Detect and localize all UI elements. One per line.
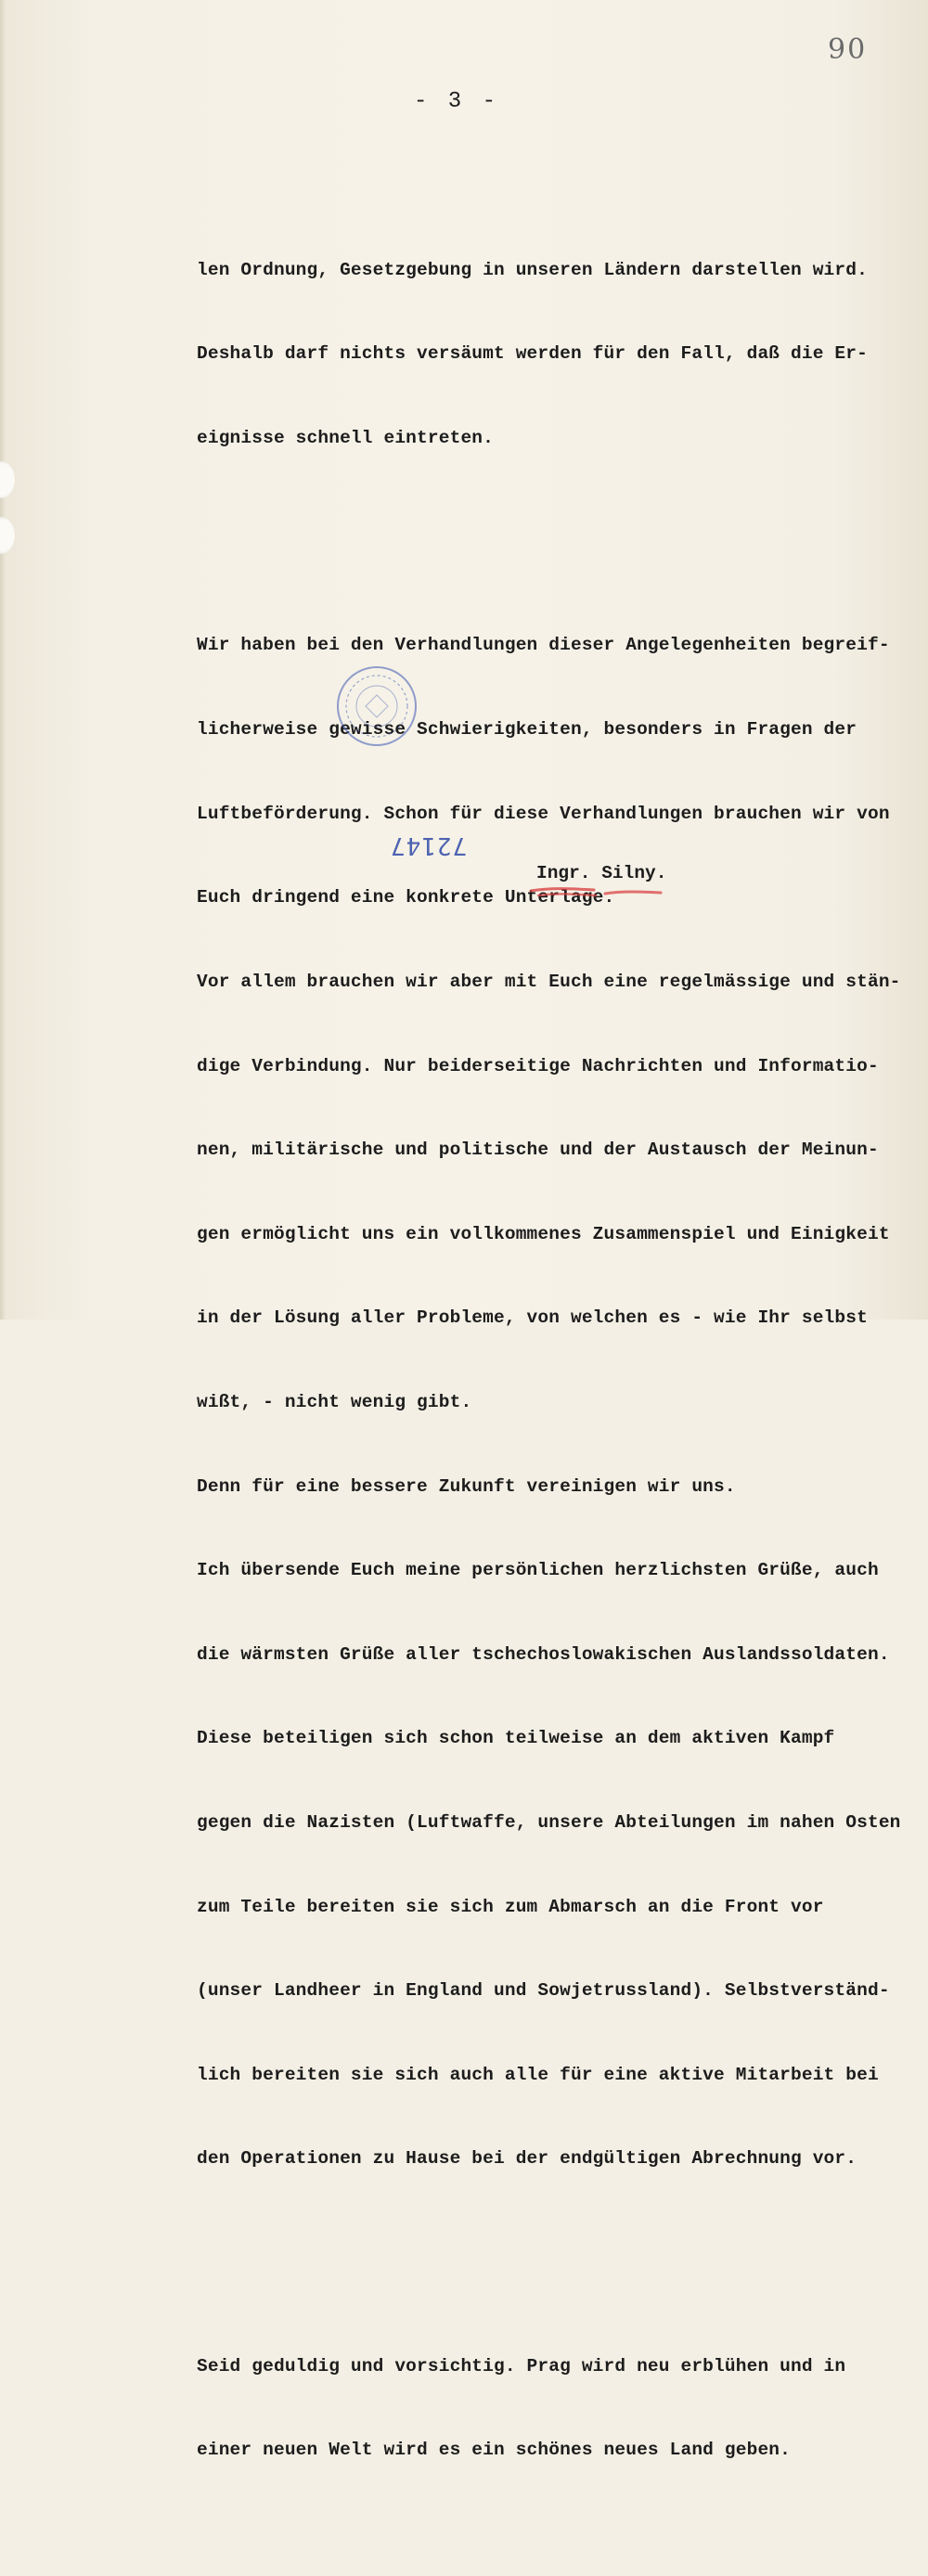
paragraph-3	[197, 2296, 926, 2520]
text-line: Ich übersende Euch meine persönlichen herzlichsten Grüße, auch	[197, 1560, 879, 1581]
text-line: (unser Landheer in England und Sowjetrussland). Selbstverständ-	[197, 1980, 890, 2002]
text-line: Diese beteiligen sich schon teilweise an dem aktiven Kampf	[197, 1728, 835, 1749]
text-line: Denn für eine bessere Zukunft vereinigen wir uns.	[197, 1475, 736, 1497]
page-number: - 3 -	[414, 89, 500, 114]
text-line: nen, militärische und politische und der Austausch der Meinun-	[197, 1140, 879, 1161]
paragraph-2	[197, 575, 926, 2229]
text-line: einer neuen Welt wird es ein schönes neues Land geben.	[197, 2440, 792, 2461]
paragraph-1	[197, 200, 926, 508]
folio-number: 90	[828, 33, 868, 66]
text-line: lich bereiten sie sich auch alle für eine aktive Mitarbeit bei	[197, 2064, 879, 2085]
text-line: Seid geduldig und vorsichtig. Prag wird neu erblühen und in	[197, 2355, 846, 2376]
text-line: len Ordnung, Gesetzgebung in unseren Ländern darstellen wird.	[197, 259, 868, 280]
text-line: Luftbeförderung. Schon für diese Verhandlungen brauchen wir von	[197, 803, 890, 824]
punch-hole-upper	[0, 461, 15, 498]
text-line: in der Lösung aller Probleme, von welchen es - wie Ihr selbst	[197, 1307, 868, 1329]
text-line: die wärmsten Grüße aller tschechoslowakischen Auslandssoldaten.	[197, 1643, 890, 1665]
text-line: zum Teile bereiten sie sich zum Abmarsch an die Front vor	[197, 1896, 824, 1917]
archive-number: 72147	[390, 831, 468, 859]
text-line: den Operationen zu Hause bei der endgültigen Abrechnung vor.	[197, 2148, 857, 2170]
text-line: Vor allem brauchen wir aber mit Euch eine regelmässige und stän-	[197, 971, 901, 992]
text-line: eignisse schnell eintreten.	[197, 428, 495, 449]
letter-body	[197, 144, 926, 2576]
text-line: licherweise gewisse Schwierigkeiten, besonders in Fragen der	[197, 719, 857, 741]
text-line: wißt, - nicht wenig gibt.	[197, 1391, 472, 1412]
text-line: Wir haben bei den Verhandlungen dieser Angelegenheiten begreif-	[197, 635, 890, 656]
page-edge-shadow	[0, 0, 6, 1320]
text-line: Deshalb darf nichts versäumt werden für den Fall, daß die Er-	[197, 343, 868, 365]
text-line: Euch dringend eine konkrete Unterlage.	[197, 887, 615, 908]
punch-hole-lower	[0, 517, 15, 554]
text-line: dige Verbindung. Nur beiderseitige Nachrichten und Informatio-	[197, 1055, 879, 1076]
text-line: gen ermöglicht uns ein vollkommenes Zusammenspiel und Einigkeit	[197, 1223, 890, 1244]
text-line: gegen die Nazisten (Luftwaffe, unsere Abteilungen im nahen Osten	[197, 1811, 901, 1833]
signature: Ingr. Silny.	[536, 863, 667, 883]
